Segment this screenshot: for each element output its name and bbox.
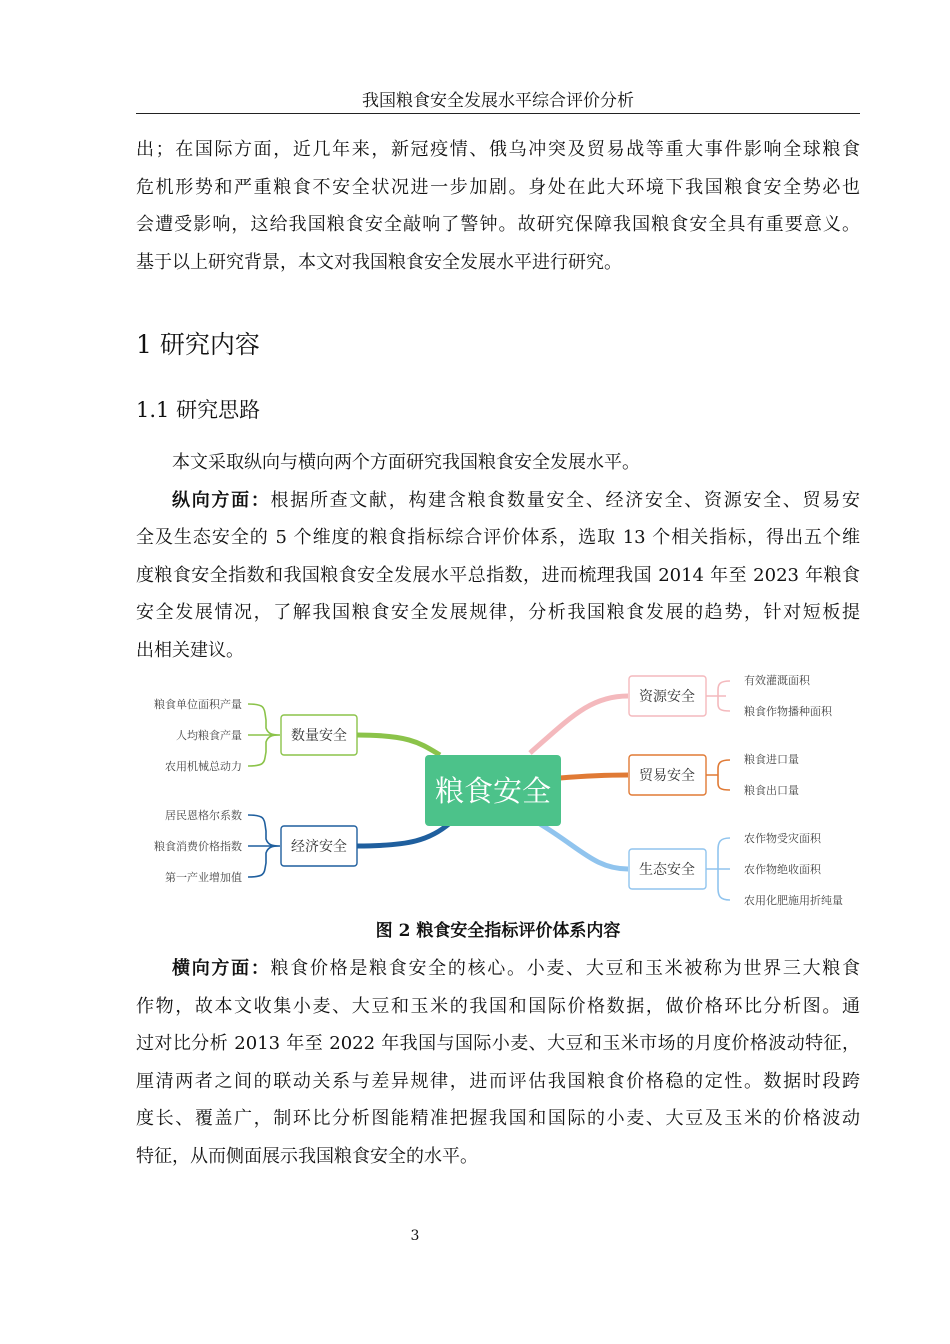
economy-item-2: 粮食消费价格指数: [154, 841, 242, 853]
ecology-node-label: 生态安全: [639, 861, 695, 877]
vertical-first-text: 根据所查文献，构建含粮食数量安全、经济安全、资源安全、贸易安: [270, 489, 860, 511]
mind-map-diagram: [140, 668, 850, 914]
economy-node-label: 经济安全: [291, 838, 347, 854]
trade-item-1: 粮食进口量: [744, 754, 799, 766]
vertical-line-2: 全及生态安全的 5 个维度的粮食指标综合评价体系，选取 13 个相关指标，得出五个维: [136, 527, 860, 548]
branch-ecology-link: [540, 824, 628, 869]
intro-paragraph: [136, 131, 860, 281]
resource-item-1: 有效灌溉面积: [744, 675, 810, 687]
branch-quantity-link: [357, 735, 440, 755]
horizontal-paragraph: [136, 950, 860, 1175]
horizontal-line-3: 过对比分析 2013 年至 2022 年我国与国际小麦、大豆和玉米市场的月度价格波动特征，: [136, 1033, 860, 1054]
economy-item-1: 居民恩格尔系数: [165, 810, 242, 822]
economy-brace: [248, 815, 280, 877]
vertical-line-5: 出相关建议。: [136, 639, 244, 661]
horizontal-line-2: 作物，故本文收集小麦、大豆和玉米的我国和国际价格数据，做价格环比分析图。通: [136, 995, 860, 1017]
horizontal-line-6: 特征，从而侧面展示我国粮食安全的水平。: [136, 1145, 478, 1167]
horizontal-first-text: 粮食价格是粮食安全的核心。小麦、大豆和玉米被称为世界三大粮食: [270, 958, 860, 979]
branch-resource-link: [530, 696, 628, 753]
section-heading-1: 1 研究内容: [136, 330, 260, 359]
vertical-line-4: 安全发展情况，了解我国粮食安全发展规律，分析我国粮食发展的趋势，针对短板提: [136, 602, 860, 623]
trade-brace: [706, 760, 730, 790]
intro-line-4: 基于以上研究背景，本文对我国粮食安全发展水平进行研究。: [136, 251, 622, 273]
resource-item-2: 粮食作物播种面积: [744, 706, 832, 718]
vertical-line-3: 度粮食安全指数和我国粮食安全发展水平总指数，进而梳理我国 2014 年至 2023 年粮食: [136, 564, 860, 586]
branch-economy-link: [357, 823, 450, 846]
section-heading-1-1: 1.1 研究思路: [136, 398, 261, 422]
ecology-item-3: 农用化肥施用折纯量: [744, 895, 843, 907]
resource-node-label: 资源安全: [639, 688, 695, 704]
ecology-item-1: 农作物受灾面积: [744, 833, 821, 845]
horizontal-label: 横向方面：: [172, 958, 271, 979]
economy-item-3: 第一产业增加值: [165, 872, 242, 884]
quantity-item-1: 粮食单位面积产量: [154, 699, 242, 711]
branch-trade-link: [560, 775, 628, 778]
ecology-item-2: 农作物绝收面积: [744, 864, 821, 876]
trade-item-2: 粮食出口量: [744, 785, 799, 797]
page-number: 3: [410, 1228, 420, 1244]
vertical-label: 纵向方面：: [172, 489, 271, 511]
page-header-title: 我国粮食安全发展水平综合评价分析: [362, 91, 634, 111]
center-node-label: 粮食安全: [434, 776, 552, 808]
quantity-brace: [248, 704, 280, 766]
resource-brace: [706, 681, 730, 711]
quantity-node-label: 数量安全: [291, 727, 347, 743]
horizontal-line-5: 度长、覆盖广，制环比分析图能精准把握我国和国际的小麦、大豆及玉米的价格波动: [136, 1108, 860, 1129]
intro-line-2: 危机形势和严重粮食不安全状况进一步加剧。身处在此大环境下我国粮食安全势必也: [136, 176, 860, 198]
ecology-brace: [706, 838, 730, 900]
header-rule: [136, 113, 860, 114]
vertical-first-line: [136, 482, 860, 520]
approach-paragraph: [136, 444, 860, 669]
quantity-item-3: 农用机械总动力: [165, 761, 242, 773]
trade-node-label: 贸易安全: [639, 767, 695, 783]
intro-line-3: 会遭受影响，这给我国粮食安全敲响了警钟。故研究保障我国粮食安全具有重要意义。: [136, 214, 860, 235]
figure-caption: 图 2 粮食安全指标评价体系内容: [375, 921, 621, 941]
horizontal-line-4: 厘清两者之间的联动关系与差异规律，进而评估我国粮食价格稳的定性。数据时段跨: [136, 1070, 860, 1092]
quantity-item-2: 人均粮食产量: [176, 730, 242, 742]
intro-line-1: 出；在国际方面，近几年来，新冠疫情、俄乌冲突及贸易战等重大事件影响全球粮食: [136, 139, 860, 160]
horizontal-first-line: [136, 950, 860, 988]
approach-line-1: 本文采取纵向与横向两个方面研究我国粮食安全发展水平。: [172, 452, 640, 473]
